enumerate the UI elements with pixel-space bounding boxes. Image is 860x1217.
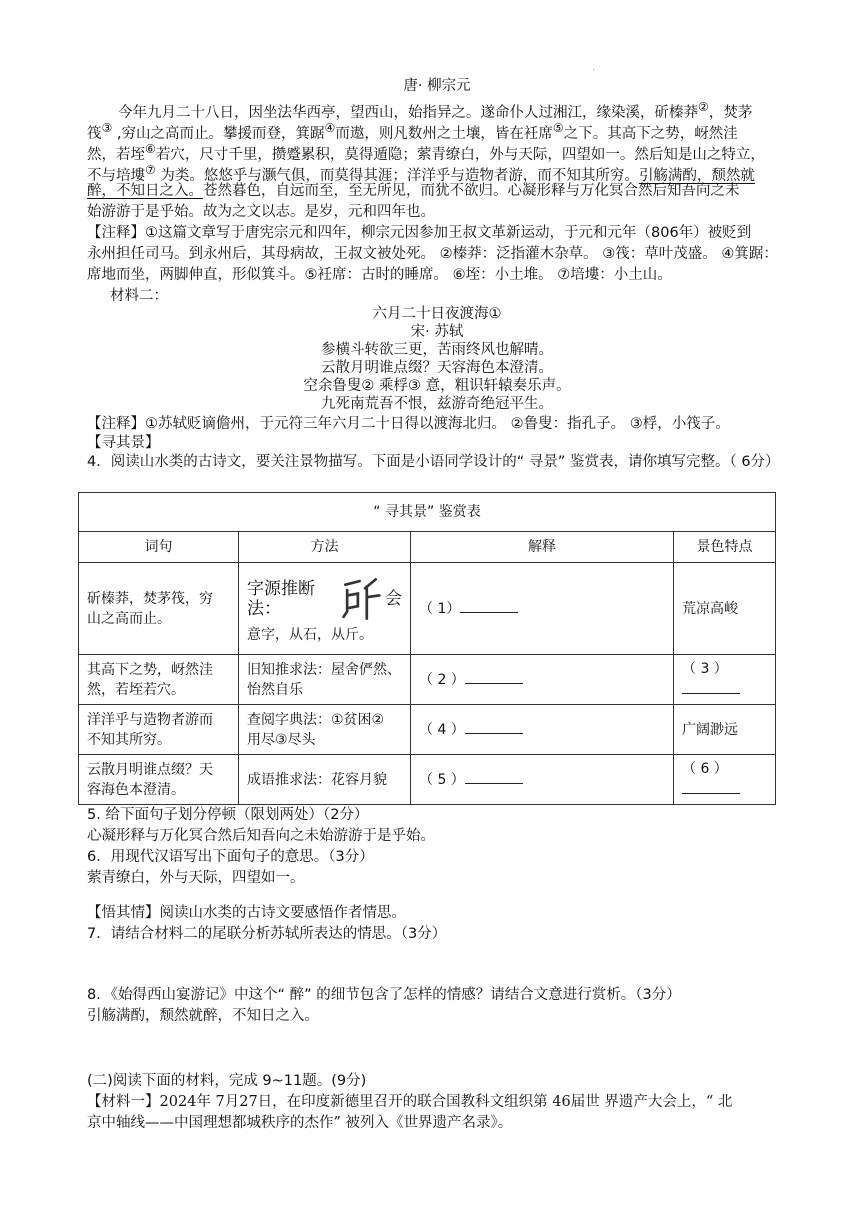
part2-heading: (二)阅读下面的材料，完成 9~11题。(9分) [87, 1073, 367, 1089]
row1-method: 字源推断法： 会 意字，从石，从斤。 [239, 563, 411, 655]
q4-text-1: 4．阅读山水类的古诗文，要关注景物描写。下面是小语同学设计的“ 寻景” 鉴赏表，请你填写完整。（ 6分） [87, 454, 780, 470]
passage1-note-1: 【注释】①这篇文章写于唐宪宗元和四年，柳宗元因参加王叔文革新运动，于元和元年（806年）被贬到 [87, 225, 752, 241]
material1-line-1: 【材料一】2024年 7月27日，在印度新德里召开的联合国教科文组织第 46届世 界遗产大会上，“ 北 [87, 1094, 733, 1110]
q7-prompt: 7．请结合材料二的尾联分析苏轼所表达的情思。（3分） [87, 926, 447, 942]
row2-feature[interactable]: （ 3 ） [674, 655, 776, 705]
passage1-line-6: 始游游于是乎始。故为之文以志。是岁，元和四年也。 [87, 204, 435, 220]
poem-author: 宋· 苏轼 [410, 324, 464, 340]
section-find-heading: 【寻其景】 [87, 435, 160, 451]
q6-prompt: 6．用现代汉语写出下面句子的意思。（3分） [87, 849, 374, 865]
passage1-line-1: 今年九月二十八日，因坐法华西亭，望西山，始指异之。遂命仆人过湘江，缘染溪，斫榛莽②，焚茅 [118, 100, 753, 121]
answer-blank-6 [682, 779, 740, 794]
row3-method: 查阅字典法：①贫困② 用尽③尽头 [239, 705, 411, 755]
poem-line-2: 云散月明谁点缀？天容海色本澄清。 [321, 360, 553, 376]
table-row [79, 755, 776, 805]
poem-line-3: 空余鲁叟② 乘桴③ 意，粗识轩辕奏乐声。 [303, 378, 571, 394]
row4-phrase: 云散月明谁点缀？天 容海色本澄清。 [79, 755, 239, 805]
passage1-author: 唐· 柳宗元 [403, 78, 471, 94]
material1-line-2: 京中轴线——中国理想都城秩序的杰作” 被列入《世界遗产名录》。 [87, 1115, 513, 1131]
table-row [79, 705, 776, 755]
row4-explain[interactable]: （ 5 ） [411, 755, 674, 805]
passage1-note-2: 永州担任司马。到永州后，其母病故，王叔文被处死。 ②榛莽：泛指灌木杂草。 ③筏：草叶茂盛。 ④箕踞： [87, 246, 778, 262]
poem-line-1: 参横斗转欲三更，苦雨终风也解晴。 [321, 342, 553, 358]
passage1-line-5: 醉，不知日之入。苍然暮色，自远而至，至无所见，而犹不欲归。心凝形释与万化冥合然后知吾向之未 [87, 183, 740, 199]
row2-explain[interactable]: （ 2 ） [411, 655, 674, 705]
underlined-sentence-b: 醉，不知日之入。 [87, 183, 203, 199]
passage1-line-3: 然，若垤⑥若穴，尺寸千里，攒蹙累积，莫得遁隐；萦青缭白，外与天际，四望如一。然后知是山之特立， [87, 142, 765, 163]
poem-note: 【注释】①苏轼贬谪儋州，于元符三年六月二十日得以渡海北归。 ②鲁叟：指孔子。 ③桴，小筏子。 [87, 416, 730, 432]
table-row [79, 655, 776, 705]
answer-blank-4 [465, 719, 523, 734]
poem-line-4: 九死南荒吾不恨，兹游奇绝冠平生。 [321, 396, 553, 412]
answer-blank-5 [465, 769, 523, 784]
row1-phrase: 斫榛莽，焚茅筏，穷 山之高而止。 [79, 563, 239, 655]
q6-sentence: 萦青缭白，外与天际，四望如一。 [87, 870, 305, 886]
q8-sentence: 引觞满酌，颓然就醉，不知日之入。 [87, 1008, 319, 1024]
passage1-note-3: 席地而坐，两脚伸直，形似箕斗。⑤衽席：古时的睡席。 ⑥垤：小土堆。 ⑦培塿：小土山。 [87, 267, 672, 283]
passage1-line-4: 不与培塿⑦ 为类。悠悠乎与灏气俱，而莫得其涯；洋洋乎与造物者游，而不知其所穷。引觞满酌，颓然就 [87, 163, 755, 184]
row3-feature: 广阔渺远 [674, 705, 776, 755]
row1-explain[interactable]: （ 1） [411, 563, 674, 655]
section-feel-heading: 【悟其情】阅读山水类的古诗文要感悟作者情思。 [87, 905, 406, 921]
q5-sentence: 心凝形释与万化冥合然后知吾向之未始游游于是乎始。 [87, 828, 435, 844]
answer-blank-3 [682, 679, 740, 694]
table-header-explain: 解释 [411, 532, 674, 563]
row4-feature[interactable]: （ 6 ） [674, 755, 776, 805]
passage2-label: 材料二： [110, 288, 168, 304]
ancient-character-icon [340, 573, 383, 625]
passage1-line-2: 筏③ ,穷山之高而止。攀援而登，箕踞④而遨，则凡数州之土壤，皆在衽席⑤之下。其高下之势，岈然洼 [87, 121, 738, 142]
row3-explain[interactable]: （ 4 ） [411, 705, 674, 755]
row2-phrase: 其高下之势，岈然洼 然，若垤若穴。 [79, 655, 239, 705]
table-header-method: 方法 [239, 532, 411, 563]
underlined-sentence-a: 引觞满酌，颓然就 [638, 167, 755, 184]
table-caption: “ 寻其景” 鉴赏表 [79, 493, 776, 532]
row1-feature: 荒凉高峻 [674, 563, 776, 655]
table-header-phrase: 词句 [79, 532, 239, 563]
page-mark: . [592, 62, 596, 73]
row4-method: 成语推求法：花容月貌 [239, 755, 411, 805]
q8-prompt: 8．《始得西山宴游记》中这个“ 醉” 的细节包含了怎样的情感？请结合文意进行赏析。（3分） [87, 987, 681, 1003]
table-header-feature: 景色特点 [674, 532, 776, 563]
answer-blank-1 [460, 598, 518, 613]
row3-phrase: 洋洋乎与造物者游而 不知其所穷。 [79, 705, 239, 755]
table-row [79, 563, 776, 655]
poem-title: 六月二十日夜渡海① [372, 306, 502, 322]
q5-prompt: 5. 给下面句子划分停顿（限划两处）（2分） [87, 807, 369, 823]
appreciation-table [78, 492, 776, 805]
row2-method: 旧知推求法：屋舍俨然、 怡然自乐 [239, 655, 411, 705]
answer-blank-2 [465, 669, 523, 684]
